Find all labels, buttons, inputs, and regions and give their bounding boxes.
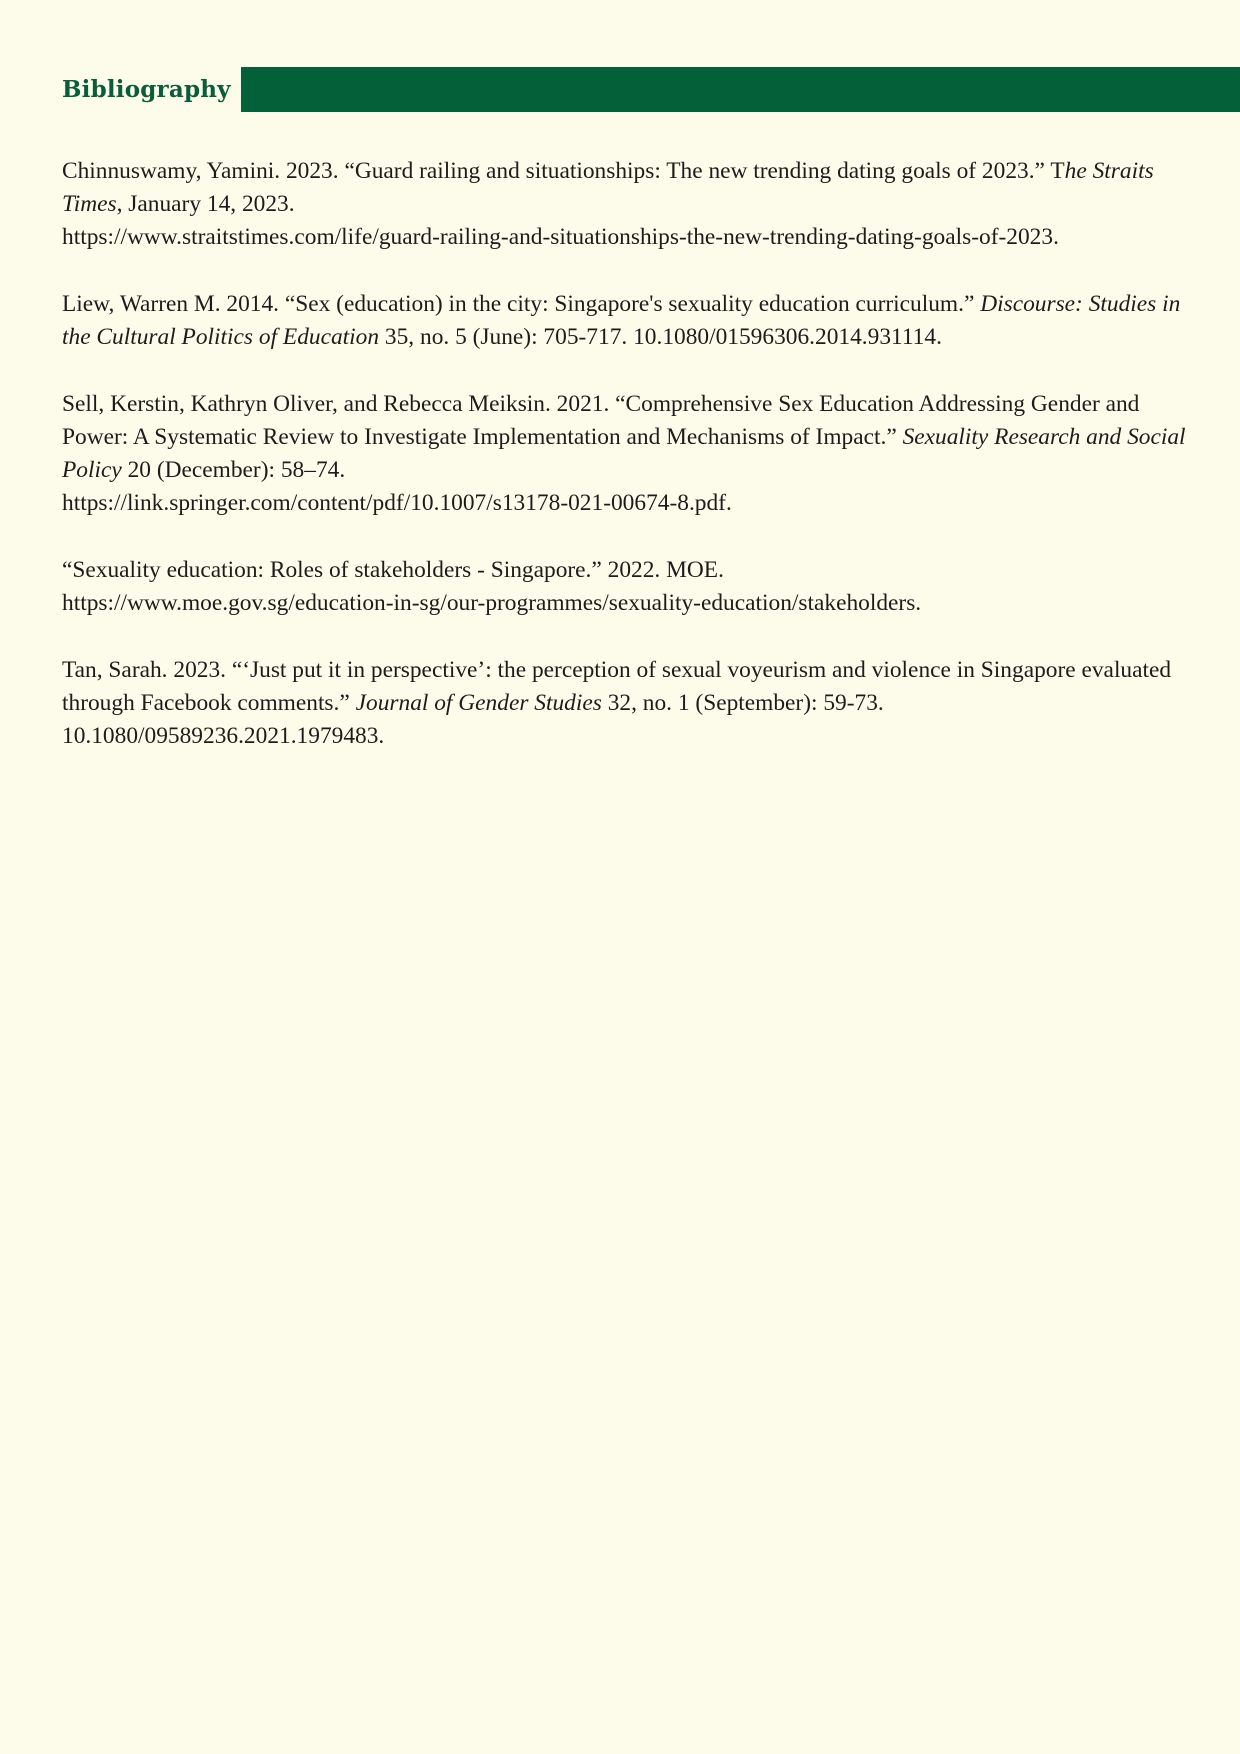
entry-details: 20 (December): 58–74. — [121, 457, 346, 483]
page-title: Bibliography — [62, 76, 231, 103]
entry-source-title: Sexuality Research and Social Policy — [62, 424, 1186, 483]
entry-source-title: Journal of Gender Studies — [355, 690, 602, 716]
entry-details: , January 14, 2023. — [116, 191, 295, 217]
header-accent-bar — [241, 67, 1240, 112]
section-header — [62, 67, 1240, 112]
entry-source-title: Discourse: Studies in the Cultural Politics of Education — [62, 291, 1181, 350]
entry-text: Tan, Sarah. 2023. “‘Just put it in perspective’: the perception of sexual voyeurism and violence in Singapore evaluated through Facebook comments.” — [62, 657, 1172, 716]
bibliography-entry-chinnuswamy — [62, 155, 1192, 254]
bibliography-entry-sell — [62, 388, 1192, 520]
bibliography-list — [62, 155, 1192, 787]
entry-url: https://www.moe.gov.sg/education-in-sg/our-programmes/sexuality-education/stakeholders. — [62, 590, 922, 616]
bibliography-entry-tan — [62, 654, 1192, 753]
bibliography-entry-liew — [62, 288, 1192, 354]
entry-text: Liew, Warren M. 2014. “Sex (education) in the city: Singapore's sexuality education curriculum.” — [62, 291, 981, 317]
entry-details: 32, no. 1 (September): 59-73. 10.1080/09589236.2021.1979483. — [62, 690, 884, 749]
bibliography-entry-moe — [62, 554, 1192, 620]
entry-url: https://link.springer.com/content/pdf/10.1007/s13178-021-00674-8.pdf. — [62, 490, 732, 516]
entry-text: “Sexuality education: Roles of stakeholders - Singapore.” 2022. MOE. — [62, 557, 724, 583]
entry-url: https://www.straitstimes.com/life/guard-railing-and-situationships-the-new-trending-dating-goals-of-2023. — [62, 224, 1059, 250]
entry-details: 35, no. 5 (June): 705-717. 10.1080/01596306.2014.931114. — [379, 324, 942, 350]
entry-text: Sell, Kerstin, Kathryn Oliver, and Rebecca Meiksin. 2021. “Comprehensive Sex Education Addressing Gender and Power: A Systematic Review to Investigate Implementation and Mechanisms of Impact.” — [62, 391, 1140, 450]
entry-text: Chinnuswamy, Yamini. 2023. “Guard railing and situationships: The new trending dating goals of 2023.” T — [62, 158, 1065, 184]
entry-source-title: he Straits Times — [62, 158, 1154, 217]
